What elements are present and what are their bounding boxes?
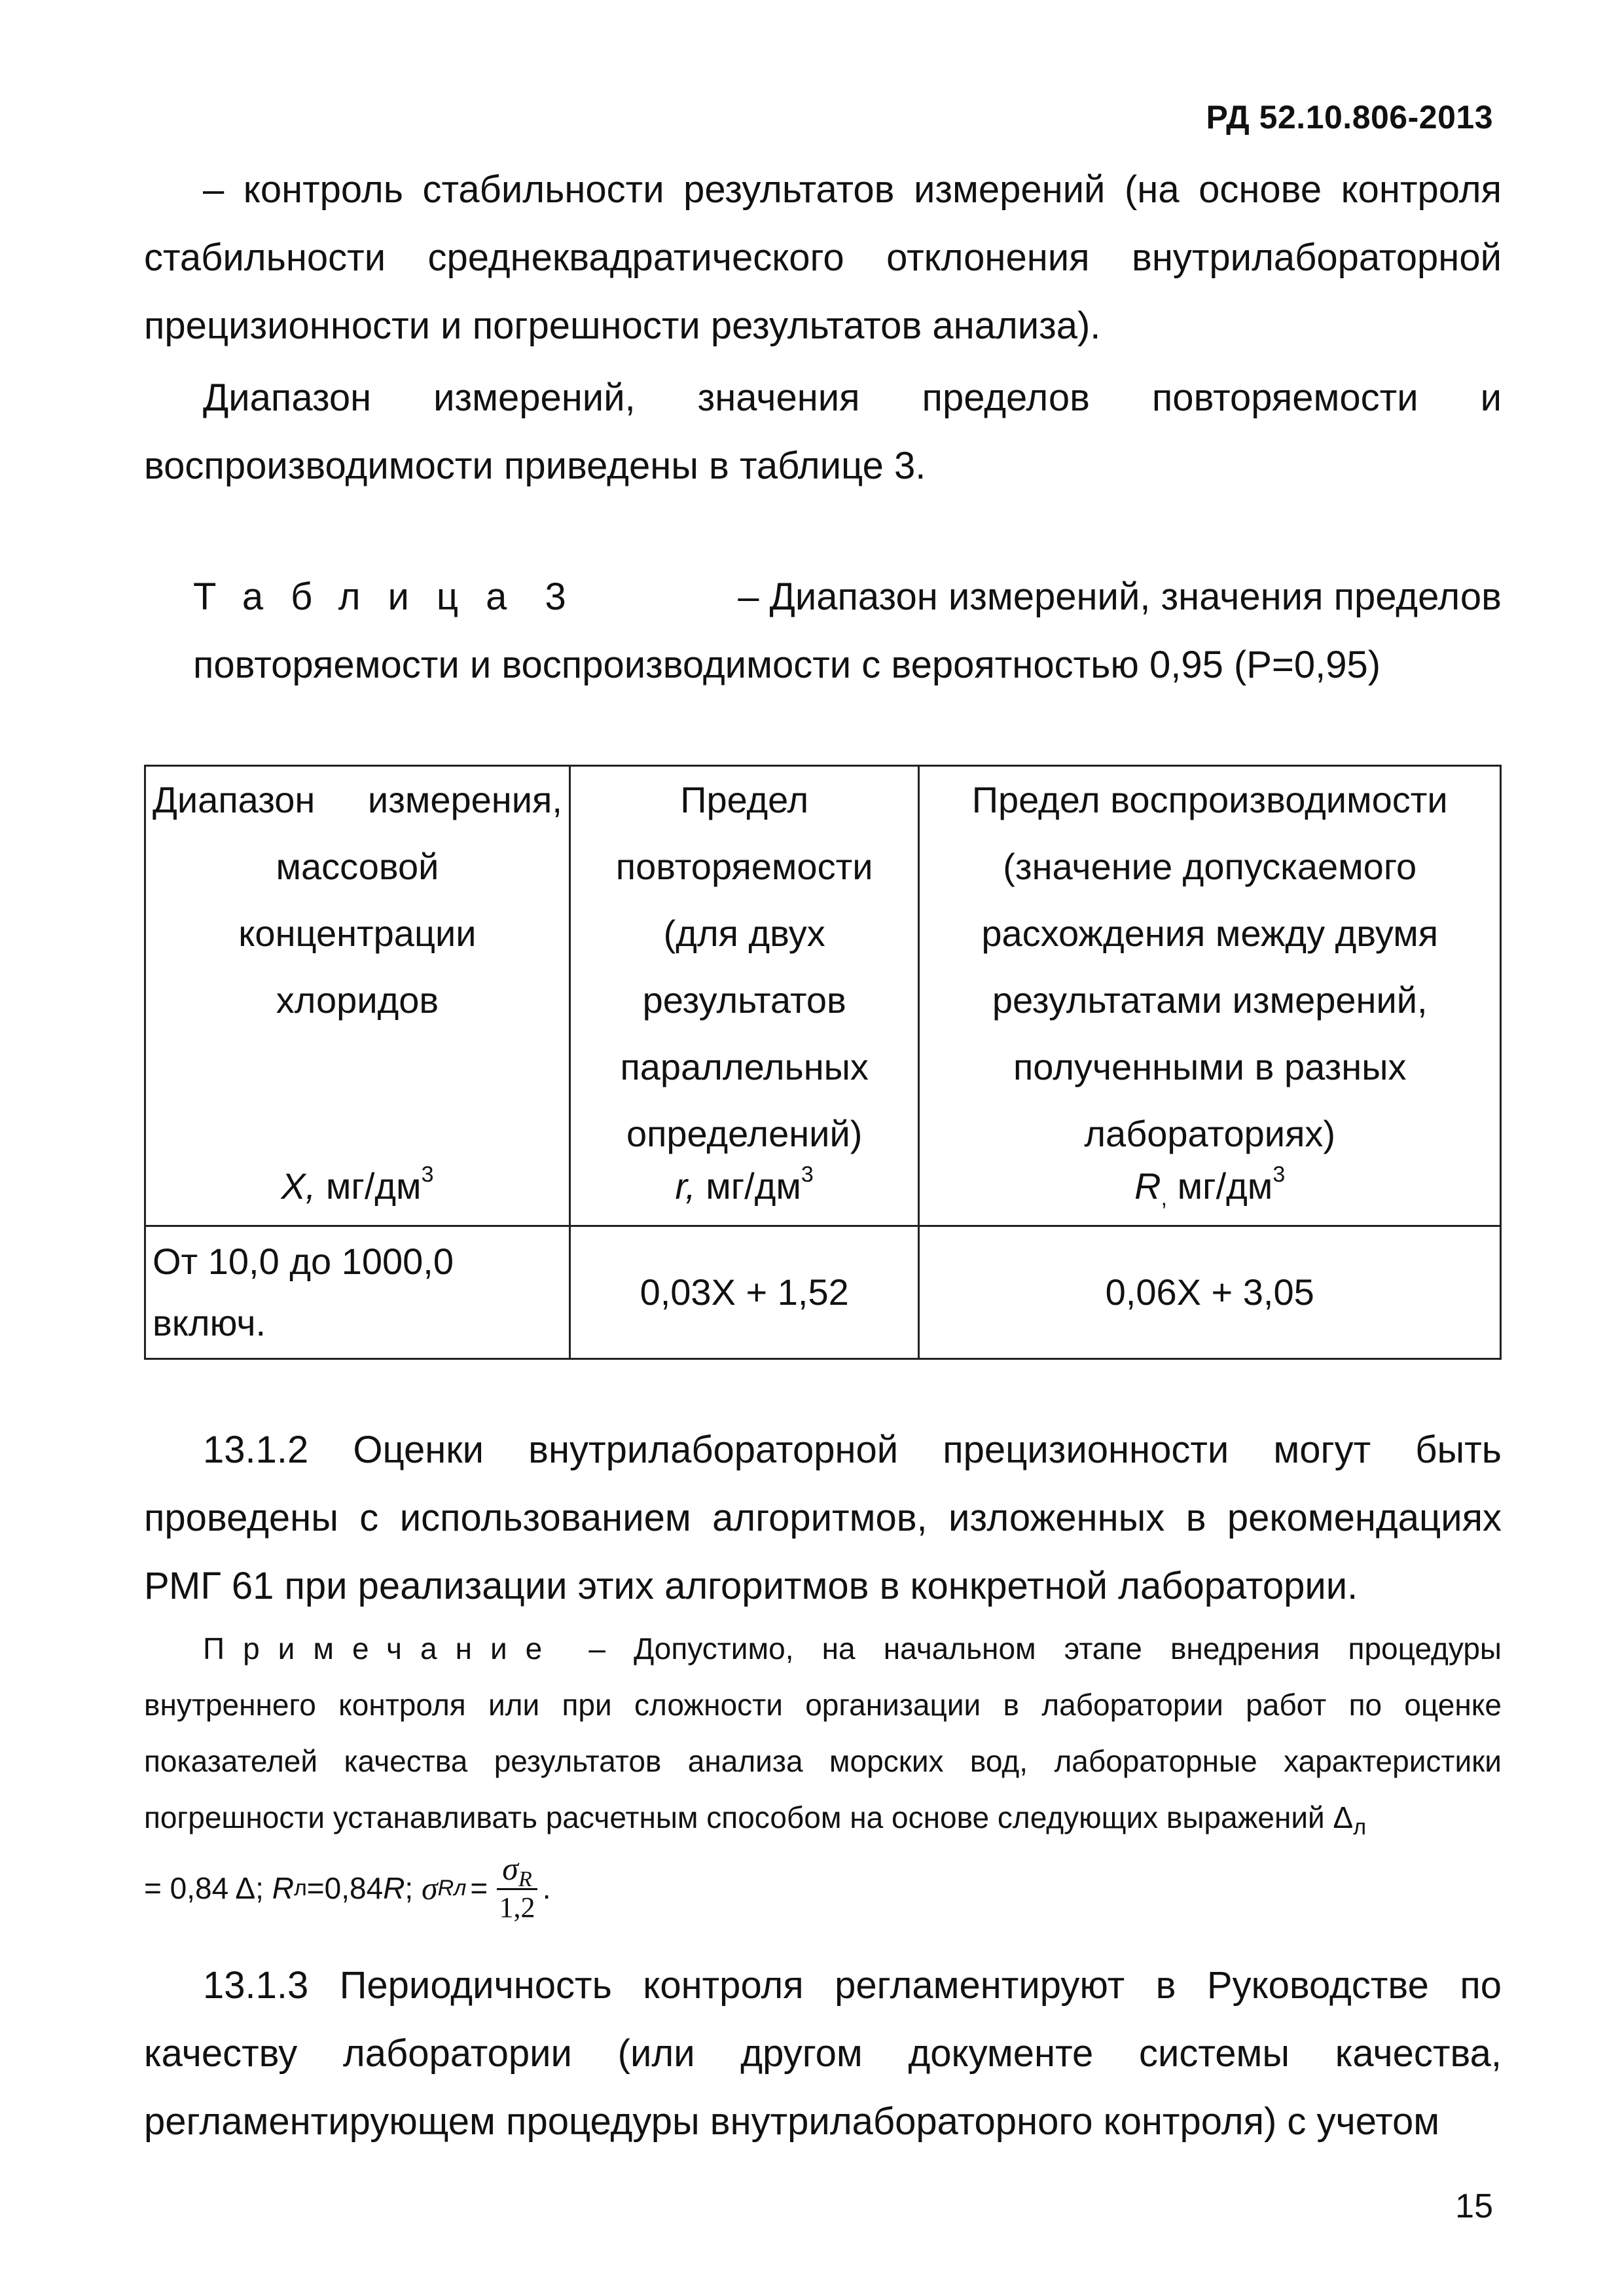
symbol-x: X, (281, 1165, 316, 1207)
header-line: хлоридов (276, 979, 439, 1021)
header-line: (для двух (663, 913, 825, 954)
header-line: результатами измерений, (992, 979, 1428, 1021)
header-line: (значение допускаемого (1003, 846, 1417, 887)
header-line: полученными в разных (1013, 1046, 1407, 1087)
range-line-1: От 10,0 до 1000,0 (153, 1241, 454, 1282)
formula-r2: R (383, 1871, 405, 1905)
note-paragraph (144, 1620, 1502, 1846)
header-repeatability (569, 766, 919, 1226)
formula-part-3: ; (405, 1871, 414, 1905)
header-line: определений) (626, 1113, 863, 1154)
symbol-r-capital: R (1134, 1165, 1161, 1207)
sigma-symbol: σ (502, 1850, 518, 1887)
header-line: результатов (642, 979, 846, 1021)
fraction-numerator (497, 1851, 537, 1890)
intro-paragraph-2: Диапазон измерений, значения пределов повторяемости и воспроизводимости приведены в таблице 3. (144, 376, 1502, 487)
formula-part-2: =0,84 (306, 1871, 384, 1905)
header-unit (146, 1153, 569, 1220)
formula-part-1: = 0,84 Δ; (144, 1871, 264, 1905)
table-header-row (145, 766, 1501, 1226)
unit-text: мг/дм (1177, 1165, 1273, 1207)
note-text: – Допустимо, на начальном этапе внедрения процедуры внутреннего контроля или при сложности организации в лаборатории работ по оценке показателей качества результатов анализа морских вод, лабораторные характеристики погрешности устанавливать расчетным способом на основе следующих выражений Δ (144, 1631, 1502, 1834)
cell-repeatability: 0,03X + 1,52 (569, 1226, 919, 1359)
formula-end: . (542, 1871, 551, 1905)
table-caption-text-2: повторяемости и воспроизводимости с вероятностью 0,95 (P=0,95) (193, 644, 1381, 686)
range-line-2: включ. (153, 1302, 266, 1343)
note-formula: = 0,84 Δ; R л =0,84 R ; σ Rл = $\frac{\sigma_R}{1,2}$ . (144, 1851, 1502, 1925)
formula-r: R (272, 1871, 294, 1905)
delta-sub: л (1353, 1815, 1367, 1840)
table-caption-label (193, 563, 566, 631)
fraction-denominator: 1,2 (499, 1891, 535, 1923)
header-line: Предел (680, 779, 809, 820)
cell-reproducibility: 0,06X + 3,05 (919, 1226, 1501, 1359)
equals-sign: = (470, 1871, 488, 1905)
table-caption-text-1: – Диапазон измерений, значения пределов (738, 575, 1502, 618)
header-line: массовой (276, 846, 439, 887)
unit-text: мг/дм (325, 1165, 422, 1207)
document-code: РД 52.10.806-2013 (1206, 99, 1493, 136)
header-line: концентрации (238, 913, 477, 954)
header-unit (571, 1153, 918, 1220)
table-3 (144, 765, 1502, 1360)
header-unit (920, 1153, 1500, 1220)
unit-power: 3 (801, 1162, 814, 1187)
section-13-1-3: 13.1.3 Периодичность контроля регламентируют в Руководстве по качеству лаборатории (или другом документе системы качества, регламентирующем процедуры внутрилабораторного контроля) с учетом (144, 1964, 1502, 2143)
fraction (497, 1851, 537, 1925)
table-caption-word: Таблица (193, 575, 535, 618)
table-caption-number: 3 (545, 575, 566, 618)
table-row (145, 1226, 1501, 1359)
unit-power: 3 (421, 1162, 434, 1187)
header-line: лабораториях) (1084, 1113, 1336, 1154)
header-range (145, 766, 570, 1226)
header-line: расхождения между двумя (981, 913, 1439, 954)
page-number: 15 (1455, 2187, 1493, 2225)
header-line: повторяемости (615, 846, 873, 887)
sigma-sub: R (518, 1867, 532, 1891)
cell-range (145, 1226, 570, 1359)
table-caption (193, 563, 1502, 699)
note-word: Примечание (203, 1631, 561, 1666)
unit-text: мг/дм (706, 1165, 801, 1207)
header-line: Диапазон измерения, (153, 779, 562, 820)
header-line: параллельных (620, 1046, 869, 1087)
symbol-r: r, (675, 1165, 696, 1207)
symbol-sub: , (1161, 1186, 1168, 1211)
section-13-1-2: 13.1.2 Оценки внутрилабораторной прецизионности могут быть проведены с использованием алгоритмов, изложенных в рекомендациях РМГ 61 при реализации этих алгоритмов в конкретной лаборатории. (144, 1429, 1502, 1607)
header-line: Предел воспроизводимости (971, 779, 1448, 820)
intro-paragraph-1: – контроль стабильности результатов измерений (на основе контроля стабильности среднеквадратического отклонения внутрилабораторной прецизионности и погрешности результатов анализа). (144, 168, 1502, 347)
sigma-symbol: σ (421, 1870, 438, 1906)
header-reproducibility (919, 766, 1501, 1226)
page-content (144, 156, 1502, 2156)
unit-power: 3 (1272, 1162, 1286, 1187)
